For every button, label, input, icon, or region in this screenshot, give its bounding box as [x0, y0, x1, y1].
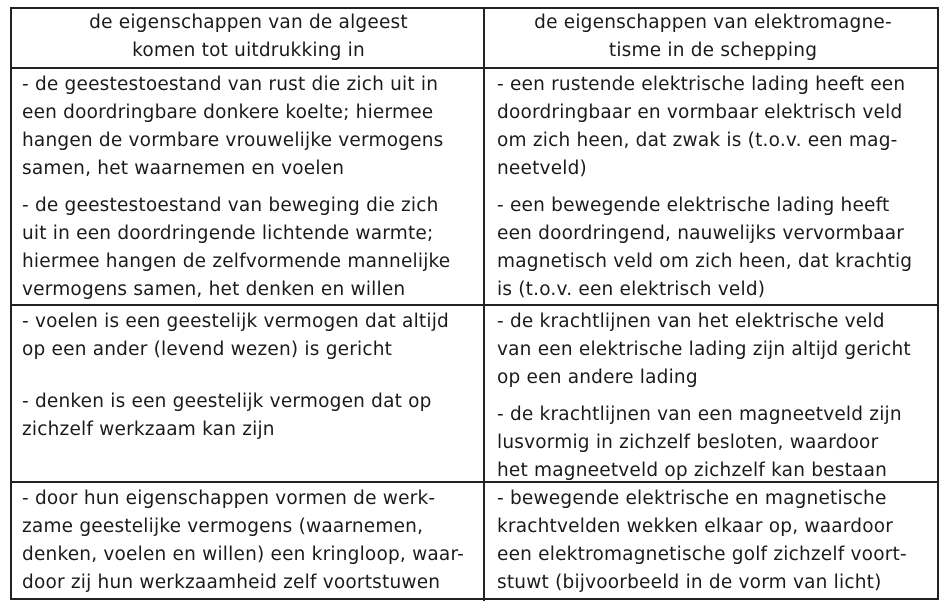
row3-right-item1: - bewegende elektrische en magnetische krachtvelden wekken elkaar op, waardoor een elektromagnetische golf zichzelf voort- stuwt (bijvoorbeeld in de vorm van licht) — [497, 488, 907, 593]
row2-right-item2: - de krachtlijnen van een magneetveld zijn lusvormig in zichzelf besloten, waardoor het magneetveld op zichzelf kan bestaan — [497, 404, 902, 481]
table-cell-left — [12, 306, 485, 481]
table-cell-left — [12, 69, 485, 304]
table-cell-right — [485, 483, 937, 601]
comparison-table — [10, 7, 939, 600]
table-cell-left — [12, 483, 485, 601]
row2-right-item1: - de krachtlijnen van het elektrische veld van een elektrische lading zijn altijd gericht op een andere lading — [497, 311, 911, 388]
header-right-text: de eigenschappen van elektromagne- tisme in de schepping — [534, 12, 892, 61]
header-cell-right — [485, 9, 937, 67]
row1-right-item2: - een bewegende elektrische lading heeft een doordringend, nauwelijks vervormbaar magnetisch veld om zich heen, dat krachtig is (t.o.v. een elektrisch veld) — [497, 195, 913, 300]
table-cell-right — [485, 306, 937, 481]
table-cell-right — [485, 69, 937, 304]
row1-right-item1: - een rustende elektrische lading heeft een doordringbaar en vormbaar elektrisch veld om zich heen, dat zwak is (t.o.v. een mag- neetveld) — [497, 74, 906, 179]
table-row — [12, 481, 937, 601]
row2-left-item1: - voelen is een geestelijk vermogen dat altijd op een ander (levend wezen) is gericht — [22, 311, 450, 360]
row1-left-item1: - de geestestoestand van rust die zich uit in een doordringbare donkere koelte; hiermee hangen de vormbare vrouwelijke vermogens samen, het waarnemen en voelen — [22, 74, 444, 179]
header-left-text: de eigenschappen van de algeest komen tot uitdrukking in — [89, 12, 408, 61]
row2-left-item2: - denken is een geestelijk vermogen dat op zichzelf werkzaam kan zijn — [22, 391, 432, 440]
header-cell-left — [12, 9, 485, 67]
table-row — [12, 67, 937, 304]
table-row — [12, 304, 937, 481]
row3-left-item1: - door hun eigenschappen vormen de werk- zame geestelijke vermogens (waarnemen, denken, voelen en willen) een kringloop, waar- door zij hun werkzaamheid zelf voortstuwen — [22, 488, 464, 593]
row1-left-item2: - de geestestoestand van beweging die zich uit in een doordringende lichtende warmte; hiermee hangen de zelfvormende mannelijke vermogens samen, het denken en willen — [22, 195, 451, 300]
table-header-row — [12, 9, 937, 67]
